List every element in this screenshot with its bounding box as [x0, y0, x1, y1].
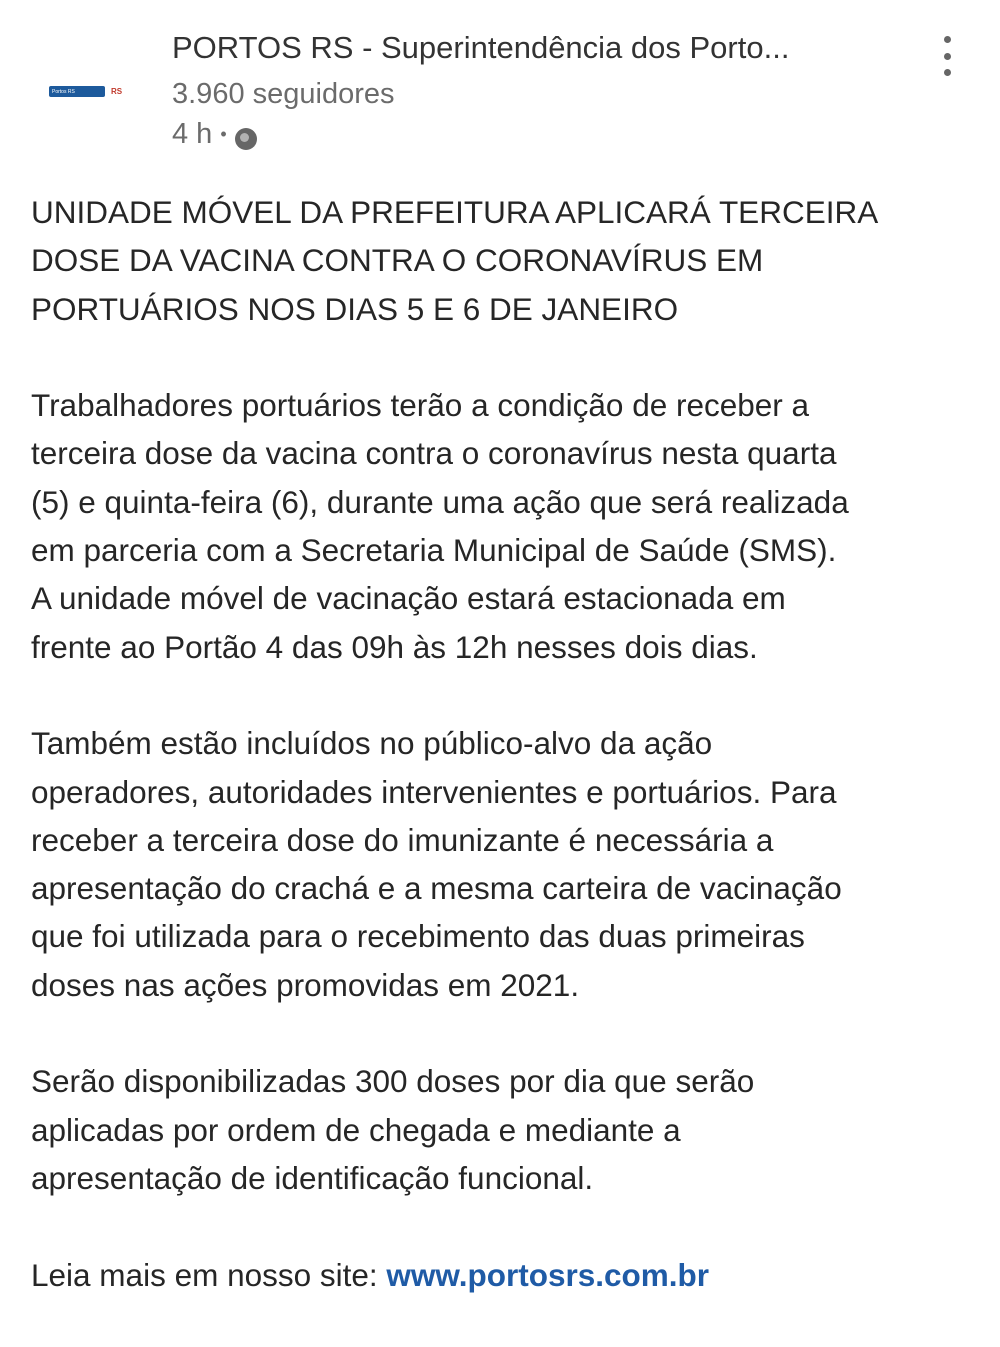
portos-rs-logo: Portos RS	[49, 86, 105, 97]
author-name[interactable]: PORTOS RS - Superintendência dos Porto...	[172, 30, 790, 65]
site-link[interactable]: www.portosrs.com.br	[386, 1256, 710, 1293]
globe-icon	[235, 128, 257, 150]
meta-separator: •	[220, 124, 227, 144]
text-line: PORTUÁRIOS NOS DIAS 5 E 6 DE JANEIRO	[31, 290, 679, 327]
author-logo[interactable]	[49, 86, 122, 97]
text-line: doses nas ações promovidas em 2021.	[31, 966, 580, 1003]
headline	[31, 188, 878, 333]
more-vertical-icon	[944, 36, 951, 43]
follower-count: 3.960 seguidores	[172, 78, 395, 110]
post-body	[31, 188, 878, 1347]
more-options-button[interactable]	[935, 36, 959, 76]
text-line: frente ao Portão 4 das 09h às 12h nesses dois dias.	[31, 628, 758, 665]
dot	[944, 69, 951, 76]
text-line: em parceria com a Secretaria Municipal de Saúde (SMS).	[31, 532, 837, 569]
post-meta	[172, 118, 257, 151]
paragraph-2	[31, 719, 878, 1009]
text-line: apresentação do crachá e a mesma carteira de vacinação	[31, 870, 842, 907]
text-line: aplicadas por ordem de chegada e mediante a	[31, 1111, 681, 1148]
text-line: Serão disponibilizadas 300 doses por dia que serão	[31, 1063, 755, 1100]
text-line: Também estão incluídos no público-alvo da ação	[31, 725, 713, 762]
paragraph-3	[31, 1057, 878, 1202]
text-line: Trabalhadores portuários terão a condição de receber a	[31, 387, 810, 424]
text-line: UNIDADE MÓVEL DA PREFEITURA APLICARÁ TERCEIRA	[31, 194, 879, 230]
dot	[944, 53, 951, 60]
read-more-label: Leia mais em nosso site:	[31, 1256, 378, 1293]
text-line: (5) e quinta-feira (6), durante uma ação que será realizada	[31, 483, 849, 520]
read-more	[31, 1251, 878, 1299]
text-line: DOSE DA VACINA CONTRA O CORONAVÍRUS EM	[31, 242, 764, 279]
text-line: apresentação de identificação funcional.	[31, 1159, 594, 1196]
text-line: terceira dose da vacina contra o coronavírus nesta quarta	[31, 435, 837, 472]
text-line: receber a terceira dose do imunizante é necessária a	[31, 821, 774, 858]
text-line: A unidade móvel de vacinação estará estacionada em	[31, 580, 786, 617]
paragraph-1	[31, 381, 878, 671]
text-line: operadores, autoridades intervenientes e portuários. Para	[31, 773, 837, 810]
post-time: 4 h	[172, 118, 213, 150]
text-line: que foi utilizada para o recebimento das duas primeiras	[31, 918, 805, 955]
rs-logo-badge: RS	[111, 87, 123, 96]
post-header	[0, 0, 1000, 170]
